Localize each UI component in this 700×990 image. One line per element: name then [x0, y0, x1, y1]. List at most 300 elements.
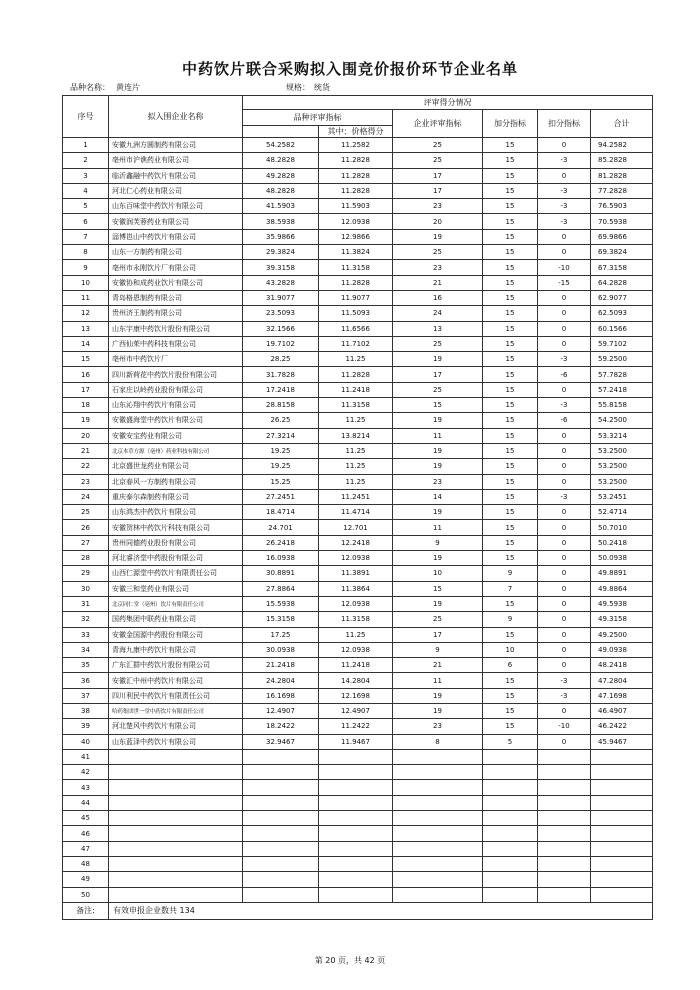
deduct-cell: 0	[538, 581, 591, 596]
variety-score-cell: 17.25	[243, 627, 319, 642]
bonus-cell: 15	[483, 245, 538, 260]
company-cell: 安徽九洲方圆制药有限公司	[109, 138, 243, 153]
enterprise-score-cell: 17	[393, 168, 483, 183]
total-cell	[591, 749, 653, 764]
price-score-cell: 11.2828	[319, 183, 393, 198]
table-row	[63, 765, 653, 780]
company-cell: 亳州市中药饮片厂	[109, 352, 243, 367]
enterprise-score-cell	[393, 795, 483, 810]
company-cell: 安徽协和成药业饮片有限公司	[109, 275, 243, 290]
table-row	[63, 780, 653, 795]
company-cell: 山东蓝泽中药饮片有限公司	[109, 734, 243, 749]
deduct-cell: -3	[538, 199, 591, 214]
deduct-cell: -3	[538, 673, 591, 688]
deduct-cell: -10	[538, 719, 591, 734]
price-score-cell: 12.0938	[319, 642, 393, 657]
variety-score-cell: 15.5938	[243, 596, 319, 611]
variety-score-cell: 27.3214	[243, 428, 319, 443]
total-cell	[591, 765, 653, 780]
price-score-cell: 11.3158	[319, 260, 393, 275]
variety-score-cell: 19.25	[243, 459, 319, 474]
bonus-cell: 6	[483, 658, 538, 673]
deduct-cell: -6	[538, 413, 591, 428]
price-score-cell	[319, 765, 393, 780]
table-row	[63, 321, 653, 336]
ranking-table	[62, 95, 653, 920]
total-cell: 53.2500	[591, 474, 653, 489]
header-bonus: 加分指标	[483, 110, 538, 138]
seq-cell: 31	[63, 596, 109, 611]
bonus-cell	[483, 780, 538, 795]
price-score-cell: 11.2418	[319, 658, 393, 673]
deduct-cell: -10	[538, 260, 591, 275]
company-cell: 石家庄以岭药业股份有限公司	[109, 382, 243, 397]
bonus-cell: 10	[483, 642, 538, 657]
seq-cell: 42	[63, 765, 109, 780]
bonus-cell	[483, 887, 538, 902]
seq-cell: 46	[63, 826, 109, 841]
bonus-cell: 15	[483, 153, 538, 168]
enterprise-score-cell: 25	[393, 245, 483, 260]
deduct-cell	[538, 826, 591, 841]
enterprise-score-cell	[393, 841, 483, 856]
deduct-cell	[538, 780, 591, 795]
header-total: 合计	[591, 110, 653, 138]
total-cell: 62.9077	[591, 290, 653, 305]
table-row	[63, 489, 653, 504]
company-cell: 山东鸿杰中药饮片有限公司	[109, 505, 243, 520]
total-cell: 55.8158	[591, 398, 653, 413]
seq-cell: 44	[63, 795, 109, 810]
variety-score-cell	[243, 811, 319, 826]
variety-score-cell: 30.0938	[243, 642, 319, 657]
table-row	[63, 290, 653, 305]
enterprise-score-cell: 19	[393, 459, 483, 474]
seq-cell: 23	[63, 474, 109, 489]
total-cell: 49.5938	[591, 596, 653, 611]
enterprise-score-cell: 20	[393, 214, 483, 229]
variety-score-cell	[243, 795, 319, 810]
bonus-cell: 7	[483, 581, 538, 596]
deduct-cell: 0	[538, 596, 591, 611]
table-row	[63, 153, 653, 168]
deduct-cell: -15	[538, 275, 591, 290]
variety-score-cell: 28.8158	[243, 398, 319, 413]
deduct-cell	[538, 841, 591, 856]
total-cell: 49.2500	[591, 627, 653, 642]
enterprise-score-cell: 9	[393, 642, 483, 657]
company-cell: 北京春风一方制药有限公司	[109, 474, 243, 489]
deduct-cell: 0	[538, 520, 591, 535]
variety-score-cell: 19.25	[243, 443, 319, 458]
total-cell: 49.8864	[591, 581, 653, 596]
deduct-cell: 0	[538, 306, 591, 321]
deduct-cell: 0	[538, 566, 591, 581]
price-score-cell: 12.9866	[319, 229, 393, 244]
price-score-cell: 11.2418	[319, 382, 393, 397]
price-score-cell: 12.2418	[319, 535, 393, 550]
enterprise-score-cell: 23	[393, 719, 483, 734]
company-cell: 淄博岜山中药饮片有限公司	[109, 229, 243, 244]
deduct-cell: 0	[538, 229, 591, 244]
bonus-cell: 15	[483, 367, 538, 382]
price-score-cell: 12.0938	[319, 551, 393, 566]
deduct-cell: -6	[538, 367, 591, 382]
enterprise-score-cell: 11	[393, 428, 483, 443]
price-score-cell: 11.25	[319, 352, 393, 367]
deduct-cell: 0	[538, 474, 591, 489]
deduct-cell: 0	[538, 535, 591, 550]
note-label: 备注:	[63, 902, 109, 919]
table-row	[63, 199, 653, 214]
table-row	[63, 474, 653, 489]
seq-cell: 16	[63, 367, 109, 382]
bonus-cell	[483, 872, 538, 887]
deduct-cell	[538, 765, 591, 780]
total-cell: 49.8891	[591, 566, 653, 581]
price-score-cell: 12.701	[319, 520, 393, 535]
company-cell: 广东汇群中药饮片股份有限公司	[109, 658, 243, 673]
seq-cell: 38	[63, 703, 109, 718]
variety-score-cell	[243, 826, 319, 841]
variety-score-cell: 35.9866	[243, 229, 319, 244]
company-cell	[109, 795, 243, 810]
bonus-cell: 5	[483, 734, 538, 749]
deduct-cell	[538, 795, 591, 810]
table-row	[63, 336, 653, 351]
enterprise-score-cell: 13	[393, 321, 483, 336]
bonus-cell: 15	[483, 535, 538, 550]
variety-score-cell: 18.4714	[243, 505, 319, 520]
table-row	[63, 214, 653, 229]
deduct-cell: -3	[538, 398, 591, 413]
price-score-cell	[319, 795, 393, 810]
table-row	[63, 505, 653, 520]
company-cell: 贵州济王制药有限公司	[109, 306, 243, 321]
seq-cell: 20	[63, 428, 109, 443]
price-score-cell: 11.2828	[319, 275, 393, 290]
deduct-cell: 0	[538, 168, 591, 183]
bonus-cell: 15	[483, 596, 538, 611]
enterprise-score-cell	[393, 872, 483, 887]
seq-cell: 35	[63, 658, 109, 673]
deduct-cell: 0	[538, 382, 591, 397]
enterprise-score-cell: 25	[393, 336, 483, 351]
deduct-cell	[538, 811, 591, 826]
price-score-cell: 12.0938	[319, 596, 393, 611]
enterprise-score-cell	[393, 826, 483, 841]
enterprise-score-cell	[393, 749, 483, 764]
table-row	[63, 566, 653, 581]
variety-score-cell: 43.2828	[243, 275, 319, 290]
bonus-cell: 15	[483, 443, 538, 458]
seq-cell: 10	[63, 275, 109, 290]
enterprise-score-cell: 17	[393, 183, 483, 198]
variety-score-cell: 26.25	[243, 413, 319, 428]
deduct-cell: 0	[538, 321, 591, 336]
price-score-cell: 11.3158	[319, 398, 393, 413]
company-cell	[109, 749, 243, 764]
bonus-cell: 9	[483, 612, 538, 627]
enterprise-score-cell	[393, 856, 483, 871]
company-cell	[109, 872, 243, 887]
total-cell	[591, 872, 653, 887]
total-cell	[591, 887, 653, 902]
company-cell	[109, 765, 243, 780]
deduct-cell: -3	[538, 352, 591, 367]
enterprise-score-cell	[393, 811, 483, 826]
deduct-cell: -3	[538, 489, 591, 504]
bonus-cell: 15	[483, 321, 538, 336]
company-cell: 北京本草方源（亳州）药业科技有限公司	[109, 443, 243, 458]
price-score-cell	[319, 887, 393, 902]
variety-score-cell: 27.2451	[243, 489, 319, 504]
seq-cell: 22	[63, 459, 109, 474]
total-cell: 53.3214	[591, 428, 653, 443]
price-score-cell	[319, 841, 393, 856]
deduct-cell: 0	[538, 642, 591, 657]
company-cell: 国药集团中联药业有限公司	[109, 612, 243, 627]
enterprise-score-cell: 25	[393, 153, 483, 168]
price-score-cell: 11.9467	[319, 734, 393, 749]
table-row	[63, 826, 653, 841]
variety-score-cell: 27.8864	[243, 581, 319, 596]
variety-score-cell: 41.5903	[243, 199, 319, 214]
total-cell: 47.2804	[591, 673, 653, 688]
enterprise-score-cell: 9	[393, 535, 483, 550]
document-meta	[62, 82, 652, 94]
deduct-cell	[538, 887, 591, 902]
enterprise-score-cell: 16	[393, 290, 483, 305]
variety-score-cell: 28.25	[243, 352, 319, 367]
enterprise-score-cell: 19	[393, 352, 483, 367]
header-score-group: 评审得分情况	[243, 96, 653, 110]
enterprise-score-cell: 17	[393, 627, 483, 642]
total-cell: 69.3824	[591, 245, 653, 260]
variety-score-cell: 16.1698	[243, 688, 319, 703]
price-score-cell	[319, 749, 393, 764]
deduct-cell: 0	[538, 703, 591, 718]
seq-cell: 15	[63, 352, 109, 367]
table-row	[63, 795, 653, 810]
seq-cell: 47	[63, 841, 109, 856]
total-cell: 57.7828	[591, 367, 653, 382]
seq-cell: 12	[63, 306, 109, 321]
company-cell: 北京同仁堂（亳州）饮片有限责任公司	[109, 596, 243, 611]
deduct-cell	[538, 856, 591, 871]
variety-score-cell: 39.3158	[243, 260, 319, 275]
seq-cell: 13	[63, 321, 109, 336]
seq-cell: 50	[63, 887, 109, 902]
variety-score-cell: 23.5093	[243, 306, 319, 321]
variety-score-cell: 19.7102	[243, 336, 319, 351]
bonus-cell: 15	[483, 520, 538, 535]
enterprise-score-cell: 8	[393, 734, 483, 749]
total-cell: 76.5903	[591, 199, 653, 214]
table-row	[63, 520, 653, 535]
seq-cell: 19	[63, 413, 109, 428]
table-row	[63, 719, 653, 734]
deduct-cell: -3	[538, 153, 591, 168]
enterprise-score-cell: 19	[393, 596, 483, 611]
table-body	[63, 138, 653, 903]
total-cell	[591, 826, 653, 841]
seq-cell: 48	[63, 856, 109, 871]
company-cell	[109, 841, 243, 856]
variety-score-cell: 17.2418	[243, 382, 319, 397]
total-cell: 49.0938	[591, 642, 653, 657]
variety-score-cell: 54.2582	[243, 138, 319, 153]
bonus-cell: 15	[483, 336, 538, 351]
seq-cell: 27	[63, 535, 109, 550]
spec-label: 规格：	[286, 83, 310, 92]
bonus-cell: 15	[483, 474, 538, 489]
deduct-cell: 0	[538, 245, 591, 260]
table-row	[63, 428, 653, 443]
company-cell: 安徽汇中州中药饮片有限公司	[109, 673, 243, 688]
seq-cell: 49	[63, 872, 109, 887]
price-score-cell: 11.7102	[319, 336, 393, 351]
seq-cell: 39	[63, 719, 109, 734]
total-cell: 64.2828	[591, 275, 653, 290]
seq-cell: 3	[63, 168, 109, 183]
enterprise-score-cell: 19	[393, 413, 483, 428]
company-cell: 安徽润芙蓉药业有限公司	[109, 214, 243, 229]
bonus-cell: 15	[483, 199, 538, 214]
bonus-cell: 15	[483, 183, 538, 198]
total-cell: 62.5093	[591, 306, 653, 321]
enterprise-score-cell: 17	[393, 367, 483, 382]
total-cell: 53.2451	[591, 489, 653, 504]
enterprise-score-cell: 19	[393, 703, 483, 718]
bonus-cell	[483, 841, 538, 856]
enterprise-score-cell: 25	[393, 382, 483, 397]
price-score-cell: 11.5903	[319, 199, 393, 214]
total-cell: 49.3158	[591, 612, 653, 627]
company-cell	[109, 887, 243, 902]
deduct-cell: -3	[538, 183, 591, 198]
deduct-cell	[538, 872, 591, 887]
bonus-cell: 15	[483, 382, 538, 397]
deduct-cell: 0	[538, 138, 591, 153]
total-cell: 52.4714	[591, 505, 653, 520]
table-row	[63, 382, 653, 397]
deduct-cell: 0	[538, 734, 591, 749]
total-cell	[591, 780, 653, 795]
bonus-cell	[483, 856, 538, 871]
price-score-cell: 11.4714	[319, 505, 393, 520]
table-row	[63, 642, 653, 657]
table-row	[63, 168, 653, 183]
table-row	[63, 535, 653, 550]
enterprise-score-cell: 19	[393, 688, 483, 703]
seq-cell: 18	[63, 398, 109, 413]
variety-score-cell: 15.25	[243, 474, 319, 489]
price-score-cell: 14.2804	[319, 673, 393, 688]
company-cell: 安徽安宝药业有限公司	[109, 428, 243, 443]
bonus-cell: 15	[483, 290, 538, 305]
price-score-cell: 11.3864	[319, 581, 393, 596]
enterprise-score-cell: 15	[393, 581, 483, 596]
price-score-cell: 11.5093	[319, 306, 393, 321]
deduct-cell: 0	[538, 627, 591, 642]
deduct-cell: 0	[538, 551, 591, 566]
variety-value: 黄连片	[116, 83, 140, 92]
total-cell: 70.5938	[591, 214, 653, 229]
price-score-cell: 11.6566	[319, 321, 393, 336]
variety-score-cell	[243, 841, 319, 856]
seq-cell: 6	[63, 214, 109, 229]
enterprise-score-cell: 23	[393, 474, 483, 489]
enterprise-score-cell: 15	[393, 398, 483, 413]
total-cell: 57.2418	[591, 382, 653, 397]
seq-cell: 34	[63, 642, 109, 657]
table-row	[63, 749, 653, 764]
table-row	[63, 612, 653, 627]
variety-score-cell	[243, 887, 319, 902]
seq-cell: 30	[63, 581, 109, 596]
company-cell: 广西仙茱中药科技有限公司	[109, 336, 243, 351]
bonus-cell: 15	[483, 719, 538, 734]
company-cell: 河北楚风中药饮片有限公司	[109, 719, 243, 734]
variety-score-cell: 48.2828	[243, 183, 319, 198]
deduct-cell: 0	[538, 428, 591, 443]
total-cell: 54.2500	[591, 413, 653, 428]
variety-score-cell: 18.2422	[243, 719, 319, 734]
bonus-cell: 15	[483, 306, 538, 321]
company-cell: 山东百味堂中药饮片有限公司	[109, 199, 243, 214]
document-title: 中药饮片联合采购拟入围竞价报价环节企业名单	[181, 60, 518, 78]
variety-score-cell	[243, 780, 319, 795]
company-cell: 亳州市永刚饮片厂有限公司	[109, 260, 243, 275]
variety-score-cell: 30.8891	[243, 566, 319, 581]
price-score-cell: 11.3824	[319, 245, 393, 260]
company-cell	[109, 826, 243, 841]
bonus-cell: 15	[483, 673, 538, 688]
variety-score-cell: 26.2418	[243, 535, 319, 550]
table-row	[63, 260, 653, 275]
table-row	[63, 872, 653, 887]
table-row	[63, 367, 653, 382]
price-score-cell: 11.2828	[319, 153, 393, 168]
seq-cell: 11	[63, 290, 109, 305]
enterprise-score-cell: 19	[393, 551, 483, 566]
total-cell: 47.1698	[591, 688, 653, 703]
price-score-cell: 11.25	[319, 413, 393, 428]
enterprise-score-cell	[393, 780, 483, 795]
bonus-cell: 15	[483, 688, 538, 703]
company-cell: 安徽贺林中药饮片科技有限公司	[109, 520, 243, 535]
company-cell	[109, 856, 243, 871]
table-row	[63, 245, 653, 260]
variety-score-cell: 49.2828	[243, 168, 319, 183]
seq-cell: 36	[63, 673, 109, 688]
company-cell: 贵州同德药业股份有限公司	[109, 535, 243, 550]
table-row	[63, 413, 653, 428]
enterprise-score-cell: 10	[393, 566, 483, 581]
total-cell	[591, 811, 653, 826]
variety-score-cell: 24.701	[243, 520, 319, 535]
bonus-cell: 9	[483, 566, 538, 581]
price-score-cell	[319, 856, 393, 871]
variety-score-cell: 15.3158	[243, 612, 319, 627]
table-row	[63, 581, 653, 596]
table-row	[63, 688, 653, 703]
seq-cell: 4	[63, 183, 109, 198]
table-row	[63, 138, 653, 153]
total-cell: 50.7010	[591, 520, 653, 535]
variety-score-cell	[243, 749, 319, 764]
